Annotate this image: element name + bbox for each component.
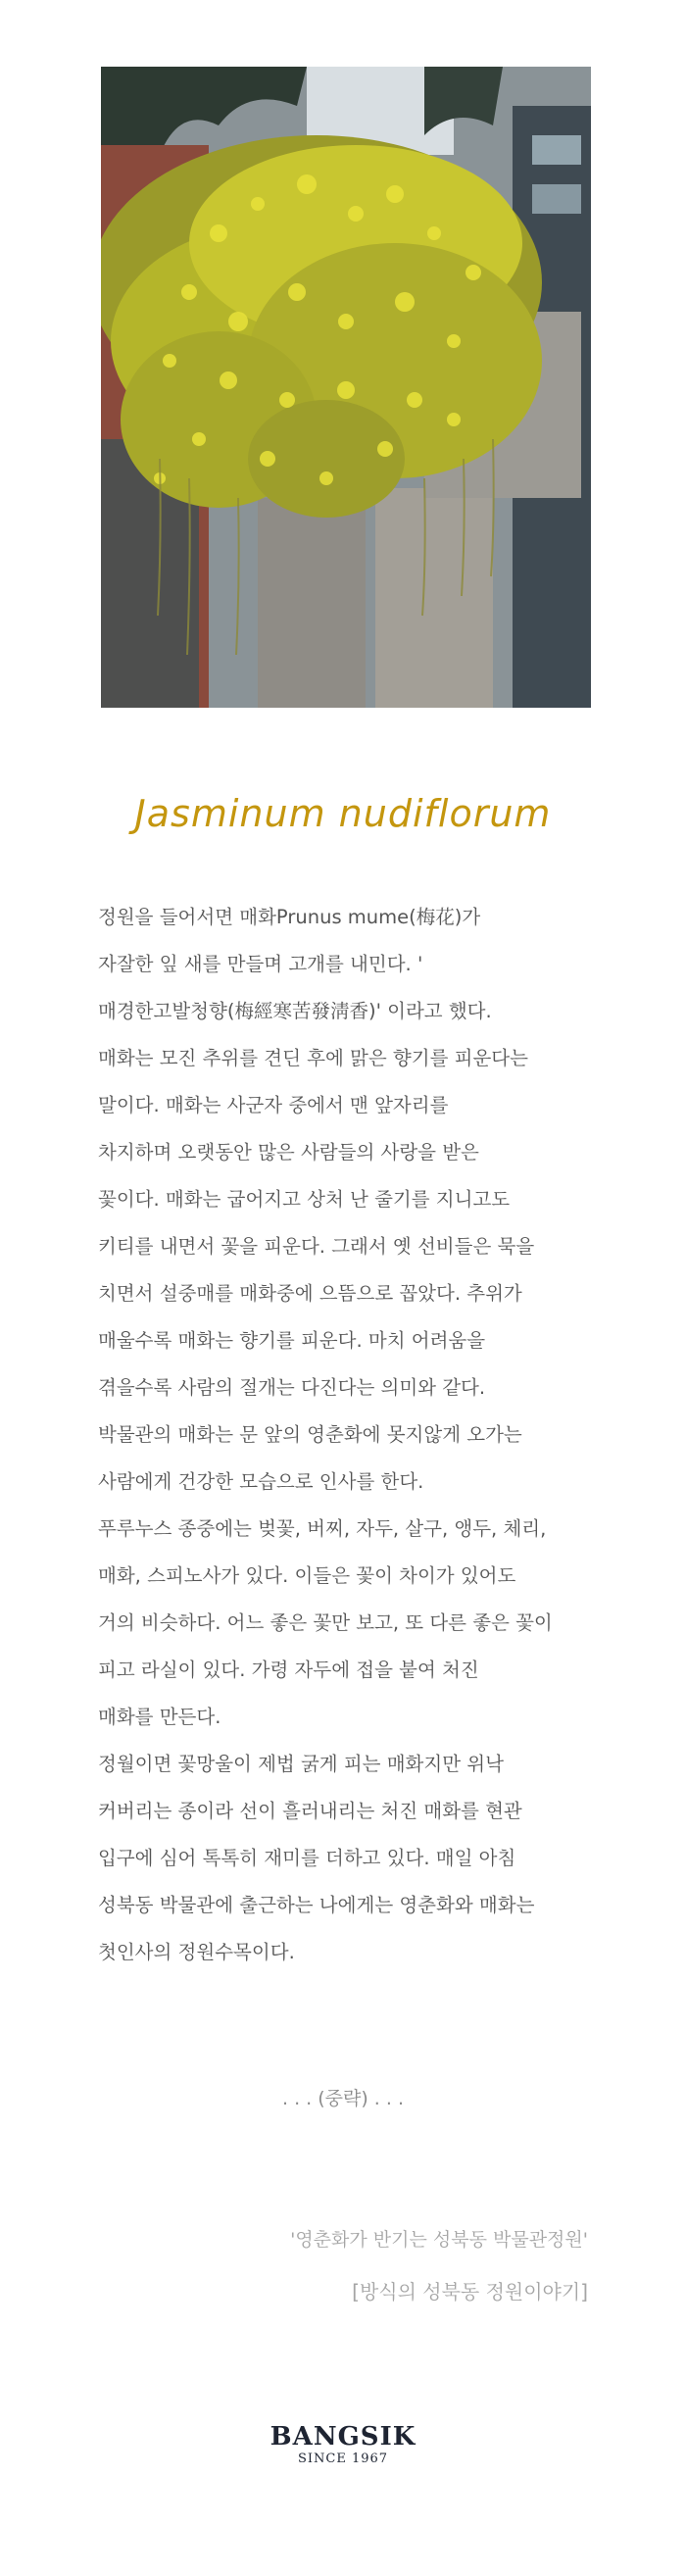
- text-line: 사람에게 건강한 모습으로 인사를 한다.: [98, 1470, 424, 1493]
- text-line: 성북동 박물관에 출근하는 나에게는 영춘화와 매화는: [98, 1894, 535, 1916]
- text-line: 매화를 만든다.: [98, 1706, 221, 1728]
- text-line: 첫인사의 정원수목이다.: [98, 1941, 295, 1963]
- text-line: 꽃이다. 매화는 굽어지고 상처 난 줄기를 지니고도: [98, 1188, 511, 1211]
- text-line: 매경한고발청향(梅經寒苦發淸香)' 이라고 했다.: [98, 1000, 492, 1022]
- text-line: 박물관의 매화는 문 앞의 영춘화에 못지않게 오가는: [98, 1423, 522, 1446]
- text-line: 정월이면 꽃망울이 제법 굵게 피는 매화지만 위낙: [98, 1753, 504, 1775]
- text-line: 매화는 모진 추위를 견딘 후에 맑은 향기를 피운다는: [98, 1047, 528, 1069]
- text-line: 입구에 심어 톡톡히 재미를 더하고 있다. 매일 아침: [98, 1847, 516, 1869]
- text-line: 거의 비슷하다. 어느 좋은 꽃만 보고, 또 다른 좋은 꽃이: [98, 1611, 553, 1634]
- text-line: 치면서 설중매를 매화중에 으뜸으로 꼽았다. 추위가: [98, 1282, 522, 1305]
- text-line: 피고 라실이 있다. 가령 자두에 접을 붙여 처진: [98, 1659, 479, 1681]
- text-line: 말이다. 매화는 사군자 중에서 맨 앞자리를: [98, 1094, 449, 1116]
- text-line: 푸루누스 종중에는 벚꽃, 버찌, 자두, 살구, 앵두, 체리,: [98, 1517, 547, 1540]
- jasmine-photo: [101, 67, 591, 708]
- text-line: 정원을 들어서면 매화Prunus mume(梅花)가: [98, 906, 481, 928]
- article-body: [98, 894, 590, 1976]
- photo-caption: '영춘화가 반기는 성북동 박물관정원': [290, 2229, 588, 2251]
- paragraph-1: [98, 894, 590, 1506]
- paragraph-2: [98, 1506, 590, 1741]
- text-line: 차지하며 오랫동안 많은 사람들의 사랑을 받은: [98, 1141, 479, 1164]
- text-line: 겪을수록 사람의 절개는 다진다는 의미와 같다.: [98, 1376, 486, 1399]
- omitted-marker: . . . (중략) . . .: [281, 2088, 404, 2109]
- paragraph-3: [98, 1741, 590, 1976]
- text-line: 커버리는 종이라 선이 흘러내리는 처진 매화를 현관: [98, 1800, 522, 1822]
- text-line: 매울수록 매화는 향기를 피운다. 마치 어려움을: [98, 1329, 486, 1352]
- book-title: [방식의 성북동 정원이야기]: [352, 2280, 588, 2304]
- text-line: 매화, 스피노사가 있다. 이들은 꽃이 차이가 있어도: [98, 1564, 516, 1587]
- logo-brand: BANGSIK: [270, 2422, 416, 2452]
- text-line: 키티를 내면서 꽃을 피운다. 그래서 옛 선비들은 묵을: [98, 1235, 535, 1258]
- page-title: Jasminum nudiflorum: [134, 792, 552, 835]
- text-line: 자잘한 잎 새를 만들며 고개를 내민다. ': [98, 953, 423, 975]
- logo-since: SINCE 1967: [297, 2452, 389, 2466]
- brand-logo: [0, 2423, 686, 2468]
